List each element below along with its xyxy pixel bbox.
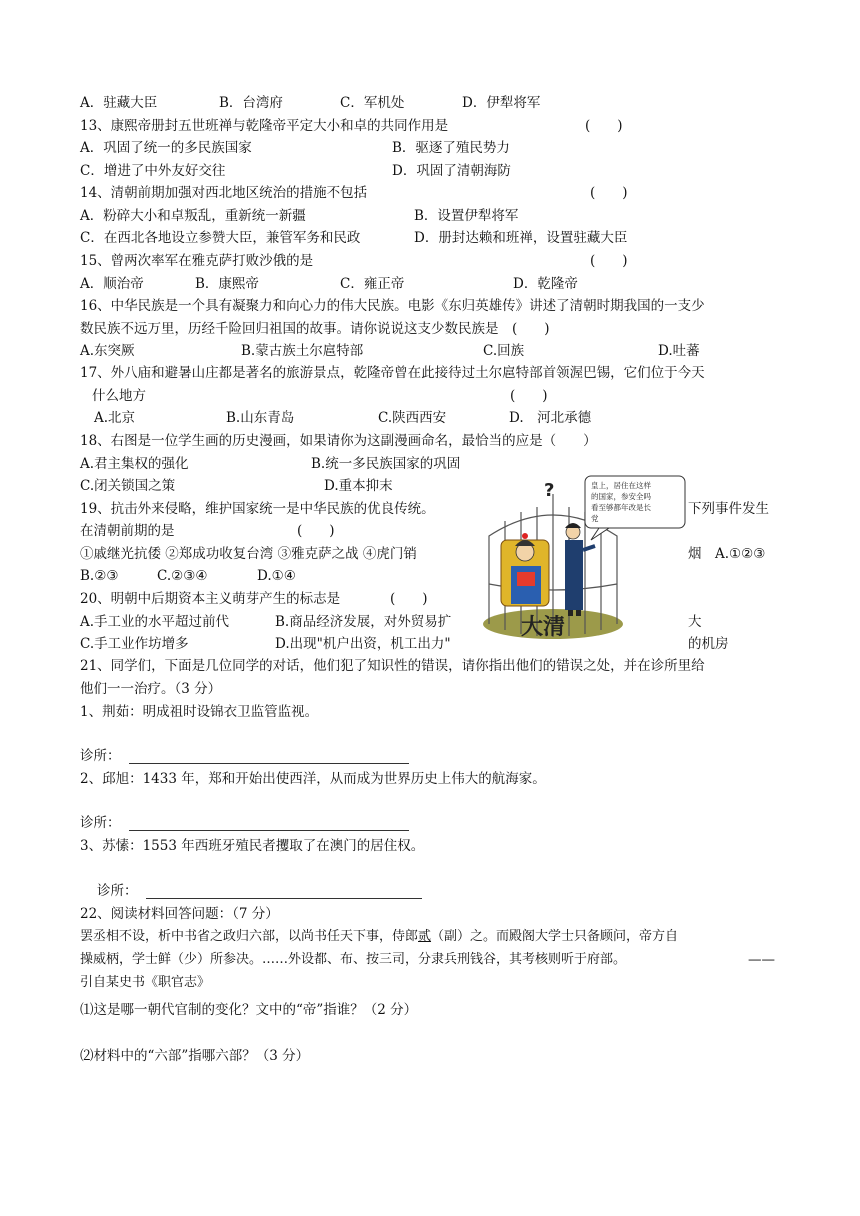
q13-option-c[interactable]: C．增进了中外友好交往	[80, 163, 226, 179]
q22-material-line1	[80, 928, 678, 946]
q21-statement-2: 2、邱旭：1433 年，郑和开始出使西洋，从而成为世界历史上伟大的航海家。	[80, 771, 546, 787]
q20-option-b-tail: 大	[688, 614, 702, 630]
q22-stem: 22、阅读材料回答问题：（7 分）	[80, 906, 279, 922]
q22-material-line2: 操威柄，学士鲜（少）所参决。……外设都、布、按三司，分隶兵刑钱谷，其考核则听于府部。	[80, 952, 627, 967]
q18-option-d[interactable]: D.重本抑末	[324, 478, 393, 494]
q19-stem-line1-tail: 下列事件发生	[688, 501, 769, 517]
q13-answer-paren[interactable]: ( )	[585, 118, 623, 134]
q15-option-d[interactable]: D．乾隆帝	[513, 276, 578, 292]
q19-stem-line1: 19、抗击外来侵略，维护国家统一是中华民族的优良传统。	[80, 501, 435, 517]
q12-option-a[interactable]: A．驻藏大臣	[80, 95, 158, 111]
clinic-label-2: 诊所：	[80, 815, 121, 831]
q22-material-source: 引自某史书《职官志》	[80, 975, 211, 990]
q15-option-c[interactable]: C．雍正帝	[340, 276, 405, 292]
q18-stem: 18、右图是一位学生画的历史漫画，如果请你为这副漫画命名，最恰当的应是（ ）	[80, 433, 597, 449]
q16-option-a[interactable]: A.东突厥	[80, 343, 135, 359]
q21-stem-line1: 21、同学们，下面是几位同学的对话，他们犯了知识性的错误，请你指出他们的错误之处，并在诊所里给	[80, 658, 705, 674]
q17-stem-line1: 17、外八庙和避暑山庄都是著名的旅游景点，乾隆帝曾在此接待过土尔扈特部首领渥巴锡，它们位于今天	[80, 365, 705, 381]
q15-stem: 15、曾两次率军在雅克萨打败沙俄的是	[80, 253, 314, 269]
clinic-answer-line-3[interactable]	[146, 898, 422, 899]
clinic-label-3: 诊所：	[97, 883, 138, 899]
q17-option-b[interactable]: B.山东青岛	[226, 410, 295, 426]
q17-option-d[interactable]: D. 河北承德	[509, 410, 592, 426]
bubble-line-3: 看至够都年改是长	[591, 503, 651, 512]
q19-option-a[interactable]: 烟 A.①②③	[688, 546, 766, 562]
q18-option-c[interactable]: C.闭关锁国之策	[80, 478, 176, 494]
q18-option-a[interactable]: A.君主集权的强化	[80, 456, 189, 472]
q18-option-b[interactable]: B.统一多民族国家的巩固	[311, 456, 461, 472]
q14-option-d[interactable]: D．册封达赖和班禅，设置驻藏大臣	[414, 230, 628, 246]
q16-option-b[interactable]: B.蒙古族土尔扈特部	[241, 343, 364, 359]
history-cartoon-image	[481, 474, 687, 642]
q13-option-a[interactable]: A．巩固了统一的多民族国家	[80, 140, 252, 156]
q14-option-a[interactable]: A．粉碎大小和卓叛乱，重新统一新疆	[80, 208, 306, 224]
cartoon-caption: 大清	[521, 614, 566, 640]
clinic-label-1: 诊所：	[80, 748, 121, 764]
q21-statement-3: 3、苏愫：1553 年西班牙殖民者攫取了在澳门的居住权。	[80, 838, 425, 854]
q19-answer-paren[interactable]: ( )	[297, 523, 335, 539]
q14-option-b[interactable]: B．设置伊犁将军	[414, 208, 519, 224]
q22-subquestion-1: ⑴这是哪一朝代官制的变化？文中的“帝”指谁？（2 分）	[80, 1002, 418, 1018]
q19-option-b[interactable]: B.②③	[80, 568, 119, 584]
clinic-answer-line-2[interactable]	[129, 830, 409, 831]
q13-stem: 13、康熙帝册封五世班禅与乾隆帝平定大小和卓的共同作用是	[80, 118, 449, 134]
q16-stem-line1: 16、中华民族是一个具有凝聚力和向心力的伟大民族。电影《东归英雄传》讲述了清朝时期我国的一支少	[80, 298, 705, 314]
q13-option-d[interactable]: D．巩固了清朝海防	[392, 163, 511, 179]
q19-stem-line2: 在清朝前期的是	[80, 523, 175, 539]
q22-subquestion-2: ⑵材料中的“六部”指哪六部？（3 分）	[80, 1048, 310, 1064]
q22-material-underlined-char: 贰	[418, 929, 432, 944]
q20-stem: 20、明朝中后期资本主义萌芽产生的标志是	[80, 591, 341, 607]
bubble-line-2: 的国家，参安全吗	[591, 492, 651, 501]
q13-option-b[interactable]: B．驱逐了殖民势力	[392, 140, 510, 156]
q15-option-a[interactable]: A．顺治帝	[80, 276, 144, 292]
q14-stem: 14、清朝前期加强对西北地区统治的措施不包括	[80, 185, 368, 201]
q20-option-a[interactable]: A.手工业的水平超过前代	[80, 614, 230, 630]
q17-option-c[interactable]: C.陕西西安	[378, 410, 447, 426]
q22-material-dash: ——	[748, 952, 775, 968]
q20-option-c[interactable]: C.手工业作坊增多	[80, 636, 189, 652]
q19-option-d[interactable]: D.①④	[257, 568, 296, 584]
q12-option-c[interactable]: C．军机处	[340, 95, 405, 111]
q14-answer-paren[interactable]: ( )	[590, 185, 628, 201]
q20-answer-paren[interactable]: ( )	[390, 591, 428, 607]
q17-option-a[interactable]: A.北京	[94, 410, 136, 426]
q22-material-line1-pre: 罢丞相不设，析中书省之政归六部，以尚书任天下事，侍郎	[80, 929, 419, 944]
q14-option-c[interactable]: C．在西北各地设立参赞大臣，兼管军务和民政	[80, 230, 361, 246]
q22-material-line1-post: （副）之。而殿阁大学士只备顾问，帝方自	[431, 929, 679, 944]
question-mark-icon: ?	[544, 480, 555, 501]
q21-statement-1: 1、荆茹：明成祖时设锦衣卫监管监视。	[80, 704, 319, 720]
clinic-answer-line-1[interactable]	[129, 763, 409, 764]
q21-stem-line2: 他们一一治疗。（3 分）	[80, 681, 222, 697]
q19-option-c[interactable]: C.②③④	[157, 568, 208, 584]
bubble-line-4: 党	[591, 514, 599, 523]
emperor-figure-icon	[501, 533, 549, 606]
q12-option-d[interactable]: D．伊犁将军	[462, 95, 541, 111]
q15-answer-paren[interactable]: ( )	[590, 253, 628, 269]
q20-option-b[interactable]: B.商品经济发展，对外贸易扩	[275, 614, 452, 630]
q16-option-d[interactable]: D.吐蕃	[658, 343, 700, 359]
q16-option-c[interactable]: C.回族	[483, 343, 525, 359]
q17-answer-paren[interactable]: ( )	[510, 388, 548, 404]
q12-option-b[interactable]: B．台湾府	[219, 95, 283, 111]
q20-option-d-tail: 的机房	[688, 636, 729, 652]
q16-stem-line2: 数民族不远万里，历经千险回归祖国的故事。请你说说这支少数民族是 ( )	[80, 321, 550, 337]
q15-option-b[interactable]: B．康熙帝	[195, 276, 259, 292]
official-figure-icon	[565, 523, 595, 616]
q20-option-d[interactable]: D.出现"机户出资，机工出力"	[275, 636, 451, 652]
q17-stem-line2: 什么地方	[92, 388, 146, 404]
bubble-line-1: 皇上，居住在这样	[591, 481, 651, 490]
q19-items: ①戚继光抗倭 ②郑成功收复台湾 ③雅克萨之战 ④虎门销	[80, 546, 417, 562]
